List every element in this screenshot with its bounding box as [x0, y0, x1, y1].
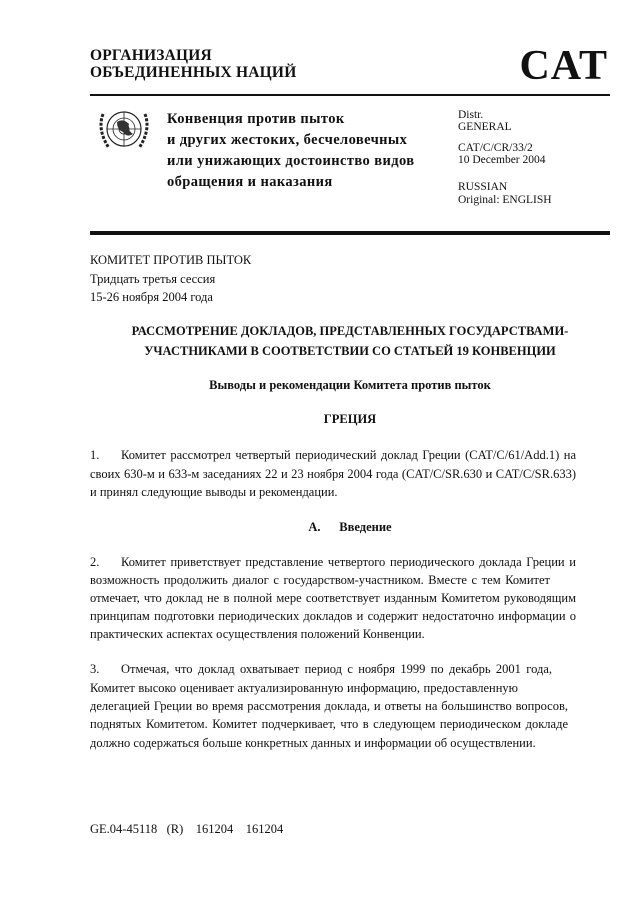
section-a-heading: [90, 520, 610, 535]
country-heading: ГРЕЦИЯ: [323, 412, 377, 426]
footer-job-number: GE.04-45118 (R) 161204 161204: [90, 822, 284, 836]
paragraph-text: Комитет приветствует представление четвертого периодического доклада Греции и: [121, 555, 576, 569]
paragraph-number: 1.: [90, 448, 100, 462]
document-language: RUSSIAN: [458, 181, 508, 193]
convention-title-line: и других жестоких, бесчеловечных: [167, 132, 408, 148]
paragraph-3-line: поднятых Комитетом. Комитет подчеркивает, что в следующем периодическом докладе: [90, 717, 568, 731]
paragraph-3-line: делегацией Греции во время рассмотрения доклада, и ответы на большинство вопросов,: [90, 699, 568, 713]
paragraph-text: Отмечая, что доклад охватывает период с ноября 1999 по декабрь 2001 года,: [121, 662, 552, 676]
header-rule: [90, 94, 610, 96]
document-title-line: РАССМОТРЕНИЕ ДОКЛАДОВ, ПРЕДСТАВЛЕННЫХ ГОСУДАРСТВАМИ-: [131, 324, 569, 338]
org-name-line1: ОРГАНИЗАЦИЯ: [90, 47, 212, 64]
committee-name: КОМИТЕТ ПРОТИВ ПЫТОК: [90, 253, 252, 267]
paragraph-text: Комитет рассмотрел четвертый периодический доклад Греции (CAT/C/61/Add.1) на: [121, 448, 576, 462]
document-date: 10 December 2004: [458, 154, 546, 166]
document-symbol-cat: CAT: [519, 43, 608, 89]
section-title: Введение: [339, 520, 392, 534]
session-dates: 15-26 ноября 2004 года: [90, 290, 213, 304]
paragraph-number: 3.: [90, 662, 100, 676]
paragraph-3-line: [90, 662, 552, 677]
paragraph-1-line: своих 630-м и 633-м заседаниях 22 и 23 ноября 2004 года (CAT/C/SR.630 и CAT/C/SR.633): [90, 467, 576, 481]
section-number: A.: [308, 520, 321, 534]
original-language: Original: ENGLISH: [458, 194, 552, 206]
distribution-value: GENERAL: [458, 121, 512, 133]
paragraph-2-line: практических аспектах осуществления положений Конвенции.: [90, 627, 425, 641]
org-name-line2: ОБЪЕДИНЕННЫХ НАЦИЙ: [90, 64, 297, 81]
convention-title-line: Конвенция против пыток: [167, 111, 345, 127]
paragraph-3-line: должно содержаться больше конкретных данных и информации об осуществлении.: [90, 736, 536, 750]
paragraph-1-line: и принял следующие выводы и рекомендации.: [90, 485, 338, 499]
paragraph-2-line: [90, 555, 576, 570]
document-title-line: УЧАСТНИКАМИ В СООТВЕТСТВИИ СО СТАТЬЕЙ 19 КОНВЕНЦИИ: [144, 344, 556, 358]
document-subtitle: Выводы и рекомендации Комитета против пыток: [209, 378, 491, 392]
header-bottom-rule: [90, 231, 610, 235]
paragraph-3-line: Комитет высоко оценивает актуализированную информацию, предоставленную: [90, 681, 518, 695]
document-number: CAT/C/CR/33/2: [458, 142, 533, 154]
convention-title-line: или унижающих достоинство видов: [167, 153, 415, 169]
session-name: Тридцать третья сессия: [90, 272, 216, 286]
un-emblem-icon: [95, 102, 153, 158]
convention-title-line: обращения и наказания: [167, 174, 333, 190]
paragraph-2-line: принципам подготовки периодических докладов и содержит недостаточно информации о: [90, 609, 576, 623]
paragraph-1-line: [90, 448, 576, 463]
paragraph-2-line: возможность продолжить диалог с государством-участником. Вместе с тем Комитет: [90, 573, 550, 587]
paragraph-number: 2.: [90, 555, 100, 569]
distribution-label: Distr.: [458, 109, 484, 121]
paragraph-2-line: отмечает, что доклад не в полной мере соответствует изданным Комитетом руководящим: [90, 591, 576, 605]
